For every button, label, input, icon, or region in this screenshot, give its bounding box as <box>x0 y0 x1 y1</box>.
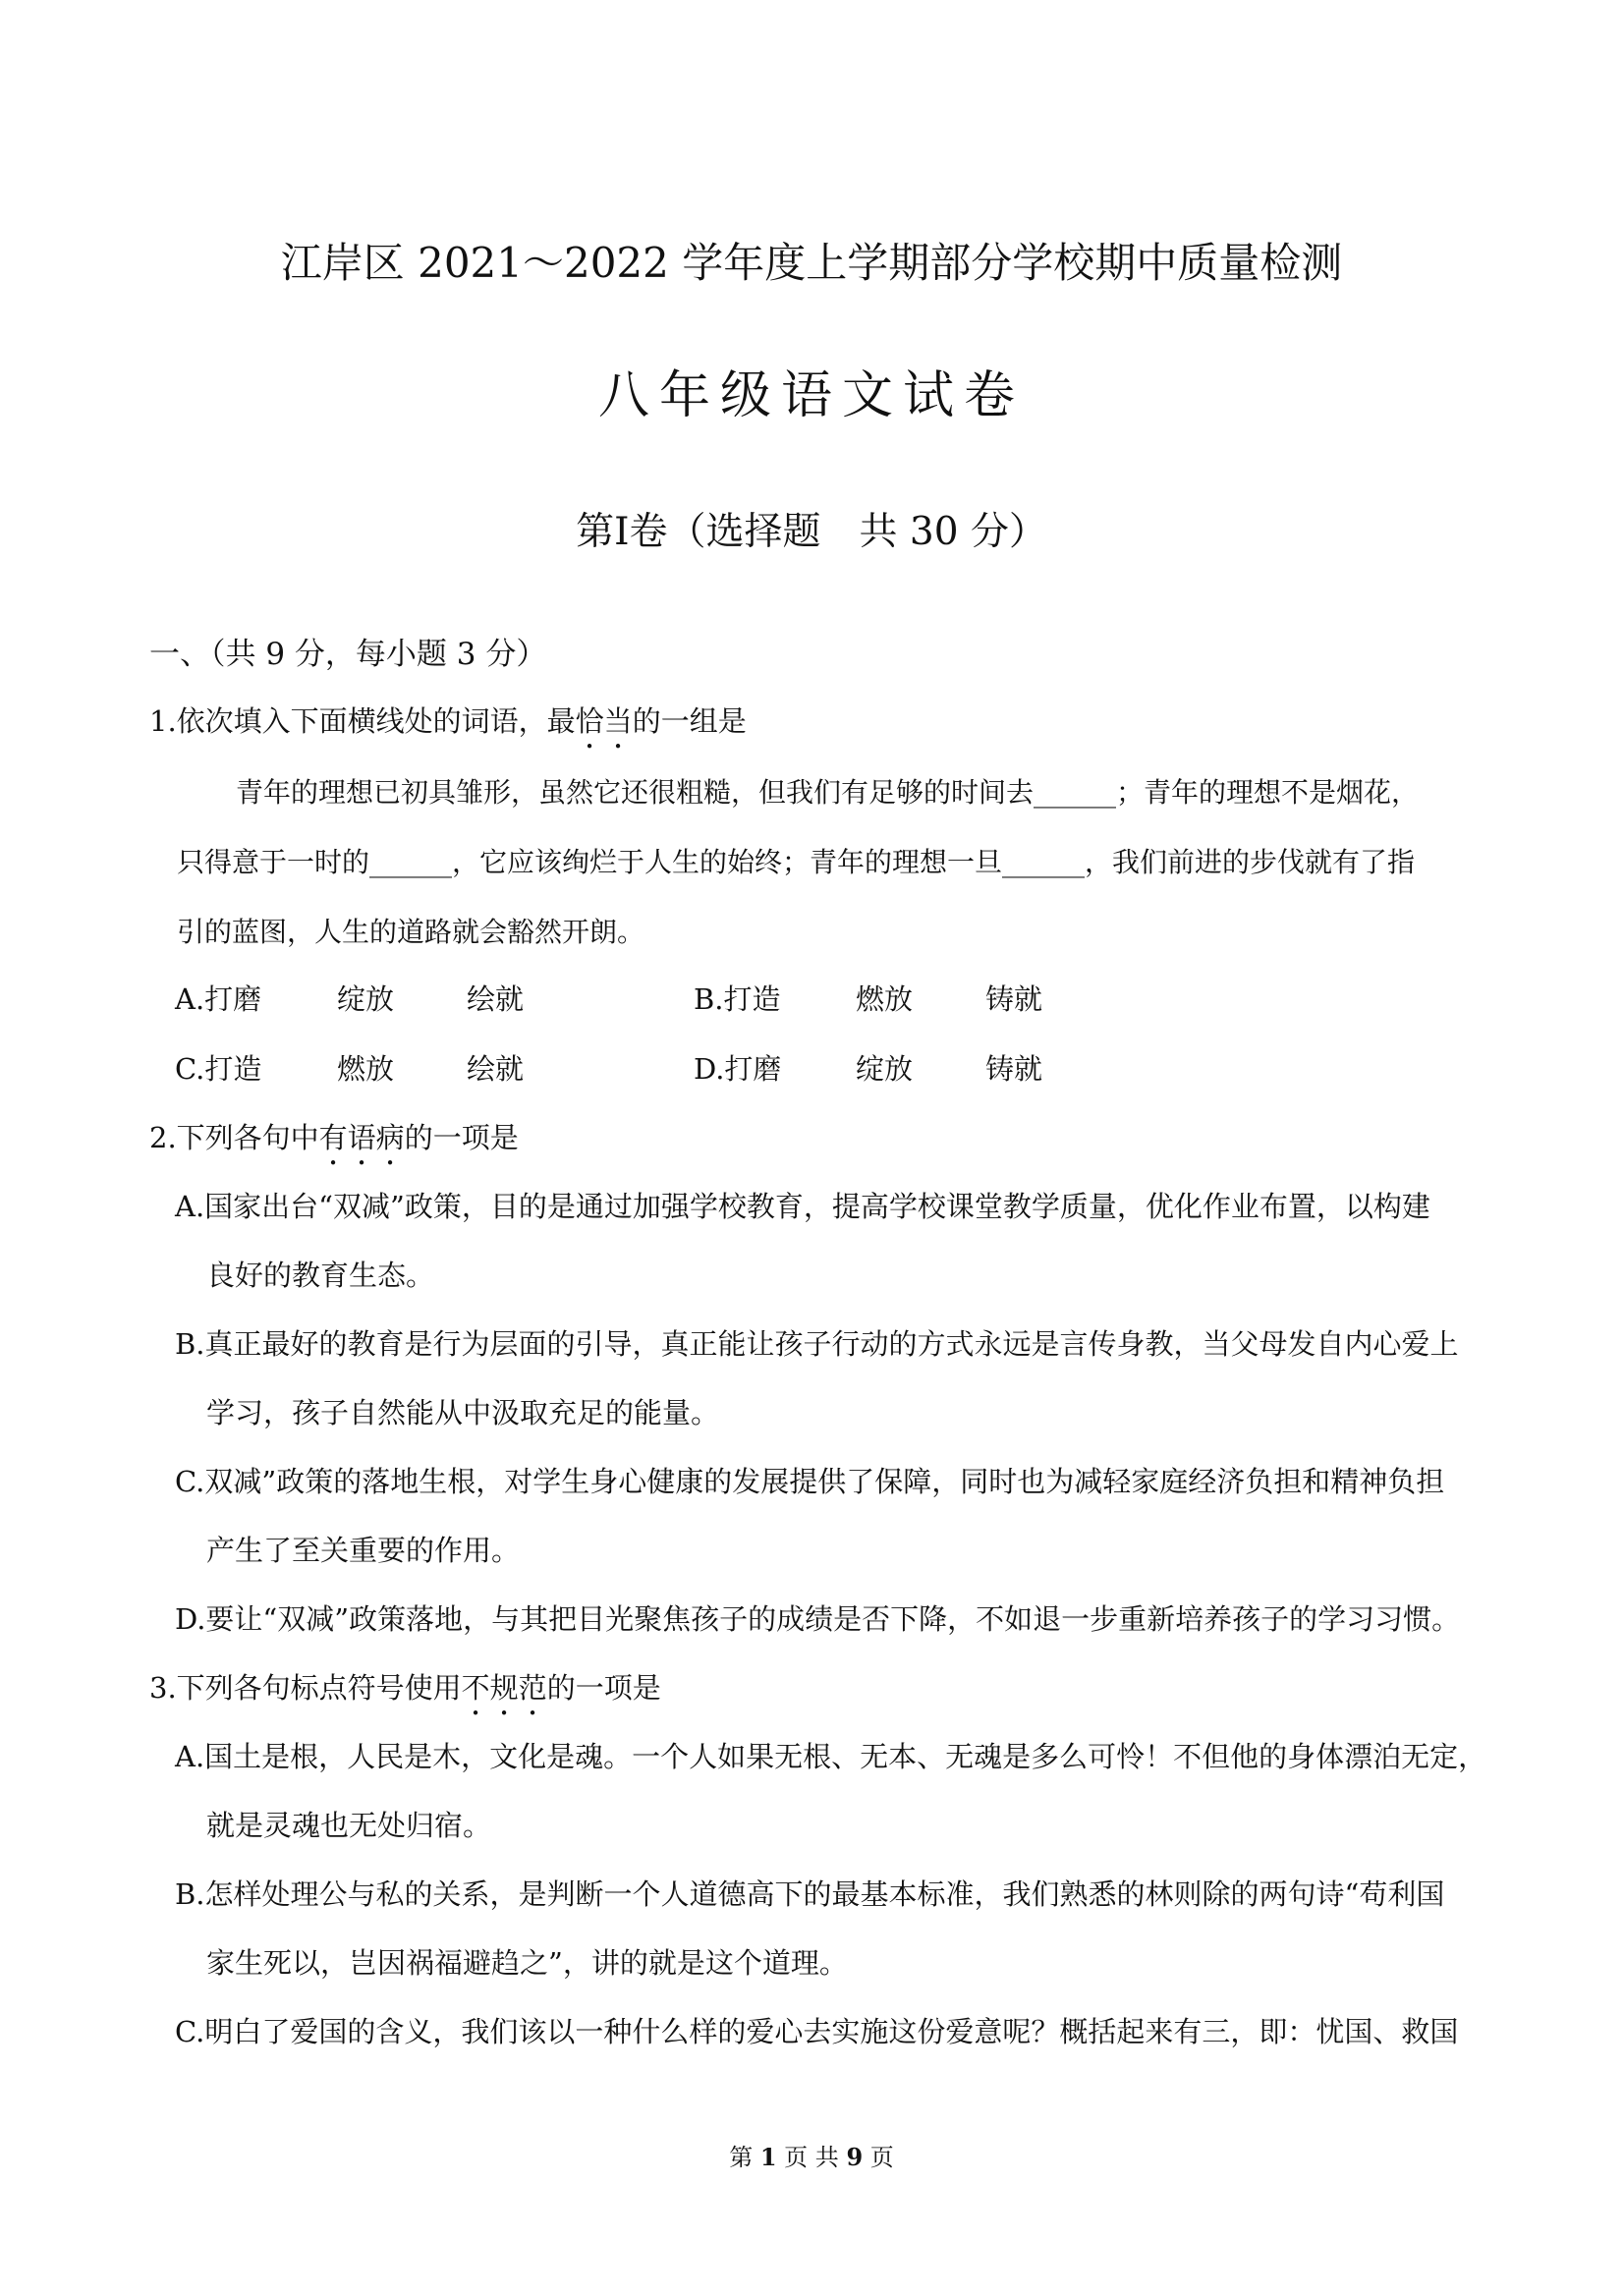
q2-option-a-line2: 良好的教育生态。 <box>206 1259 435 1292</box>
q2-option-d-line1: D.要让“双减”政策落地，与其把目光聚焦孩子的成绩是否下降，不如退一步重新培养孩子的学习习惯。 <box>175 1602 1461 1636</box>
question-2-stem <box>149 1116 519 1172</box>
question-1-stem <box>149 700 747 756</box>
footer-mid: 页 共 <box>784 2144 839 2171</box>
question-1-prefix: 1.依次填入下面横线处的词语，最 <box>149 704 576 738</box>
q1-option-d-word3: 铸就 <box>985 1052 1043 1086</box>
q2-option-c-line2: 产生了至关重要的作用。 <box>206 1534 521 1567</box>
question-1-emphasis: 恰当 <box>575 704 633 738</box>
q3-option-b-line2: 家生死以，岂因祸福避趋之”，讲的就是这个道理。 <box>206 1946 848 1980</box>
footer-post: 页 <box>869 2144 894 2171</box>
question-3-stem <box>149 1666 661 1722</box>
q2-option-c-line1: C.双减”政策的落地生根，对学生身心健康的发展提供了保障，同时也为减轻家庭经济负担和精神负担 <box>175 1465 1445 1498</box>
q1-option-c-word3: 绘就 <box>467 1052 525 1086</box>
exam-title: 江岸区 2021～2022 学年度上学期部分学校期中质量检测 <box>280 239 1343 287</box>
q1-option-b-label: B.打造 <box>694 982 781 1016</box>
q1-option-a-word3: 绘就 <box>467 982 525 1016</box>
q3-option-a-line2: 就是灵魂也无处归宿。 <box>206 1809 492 1842</box>
q1-option-b-word2: 燃放 <box>856 982 914 1016</box>
question-3-suffix: 的一项是 <box>546 1671 661 1705</box>
footer-page-number: 1 <box>759 2143 777 2171</box>
q3-option-c-line1: C.明白了爱国的含义，我们该以一种什么样的爱心去实施这份爱意呢？概括起来有三，即：忧国、救国 <box>175 2015 1459 2048</box>
q1-option-d-label: D.打磨 <box>694 1052 782 1086</box>
q1-option-d-word2: 绽放 <box>856 1052 914 1086</box>
passage-line-1: 青年的理想已初具雏形，虽然它还很粗糙，但我们有足够的时间去______；青年的理想不是烟花， <box>236 776 1420 809</box>
question-1-suffix: 的一组是 <box>632 704 747 738</box>
exam-subtitle: 八年级语文试卷 <box>597 366 1025 425</box>
q1-option-c-label: C.打造 <box>175 1052 262 1086</box>
question-3-prefix: 3.下列各句标点符号使用 <box>149 1671 462 1705</box>
question-3-emphasis: 不规范 <box>461 1671 547 1705</box>
q2-option-b-line2: 学习，孩子自然能从中汲取充足的能量。 <box>206 1396 720 1429</box>
q3-option-b-line1: B.怎样处理公与私的关系，是判断一个人道德高下的最基本标准，我们熟悉的林则除的两句诗“苟利国 <box>175 1877 1445 1911</box>
q1-option-a-label: A.打磨 <box>175 982 262 1016</box>
question-2-prefix: 2.下列各句中 <box>149 1121 319 1154</box>
question-2-emphasis: 有语病 <box>318 1121 405 1154</box>
passage-line-3: 引的蓝图，人生的道路就会豁然开朗。 <box>177 916 645 948</box>
passage-line-2: 只得意于一时的______，它应该绚烂于人生的始终；青年的理想一旦______，我们前进的步伐就有了指 <box>177 846 1416 878</box>
footer-total-pages: 9 <box>846 2143 864 2171</box>
q1-option-a-word2: 绽放 <box>337 982 395 1016</box>
q1-option-b-word3: 铸就 <box>985 982 1043 1016</box>
footer-pre: 第 <box>729 2144 754 2171</box>
volume-heading: 第Ⅰ卷（选择题 共 30 分） <box>576 510 1047 554</box>
q1-option-c-word2: 燃放 <box>337 1052 395 1086</box>
section-heading: 一、（共 9 分，每小题 3 分） <box>149 637 547 672</box>
q2-option-b-line1: B.真正最好的教育是行为层面的引导，真正能让孩子行动的方式永远是言传身教，当父母发自内心爱上 <box>175 1327 1459 1361</box>
q3-option-a-line1: A.国土是根，人民是木，文化是魂。一个人如果无根、无本、无魂是多么可怜！不但他的身体漂泊无定， <box>175 1740 1487 1773</box>
page-footer <box>0 2138 1623 2172</box>
question-2-suffix: 的一项是 <box>404 1121 519 1154</box>
q2-option-a-line1: A.国家出台“双减”政策，目的是通过加强学校教育，提高学校课堂教学质量，优化作业布置，以构建 <box>175 1190 1430 1223</box>
